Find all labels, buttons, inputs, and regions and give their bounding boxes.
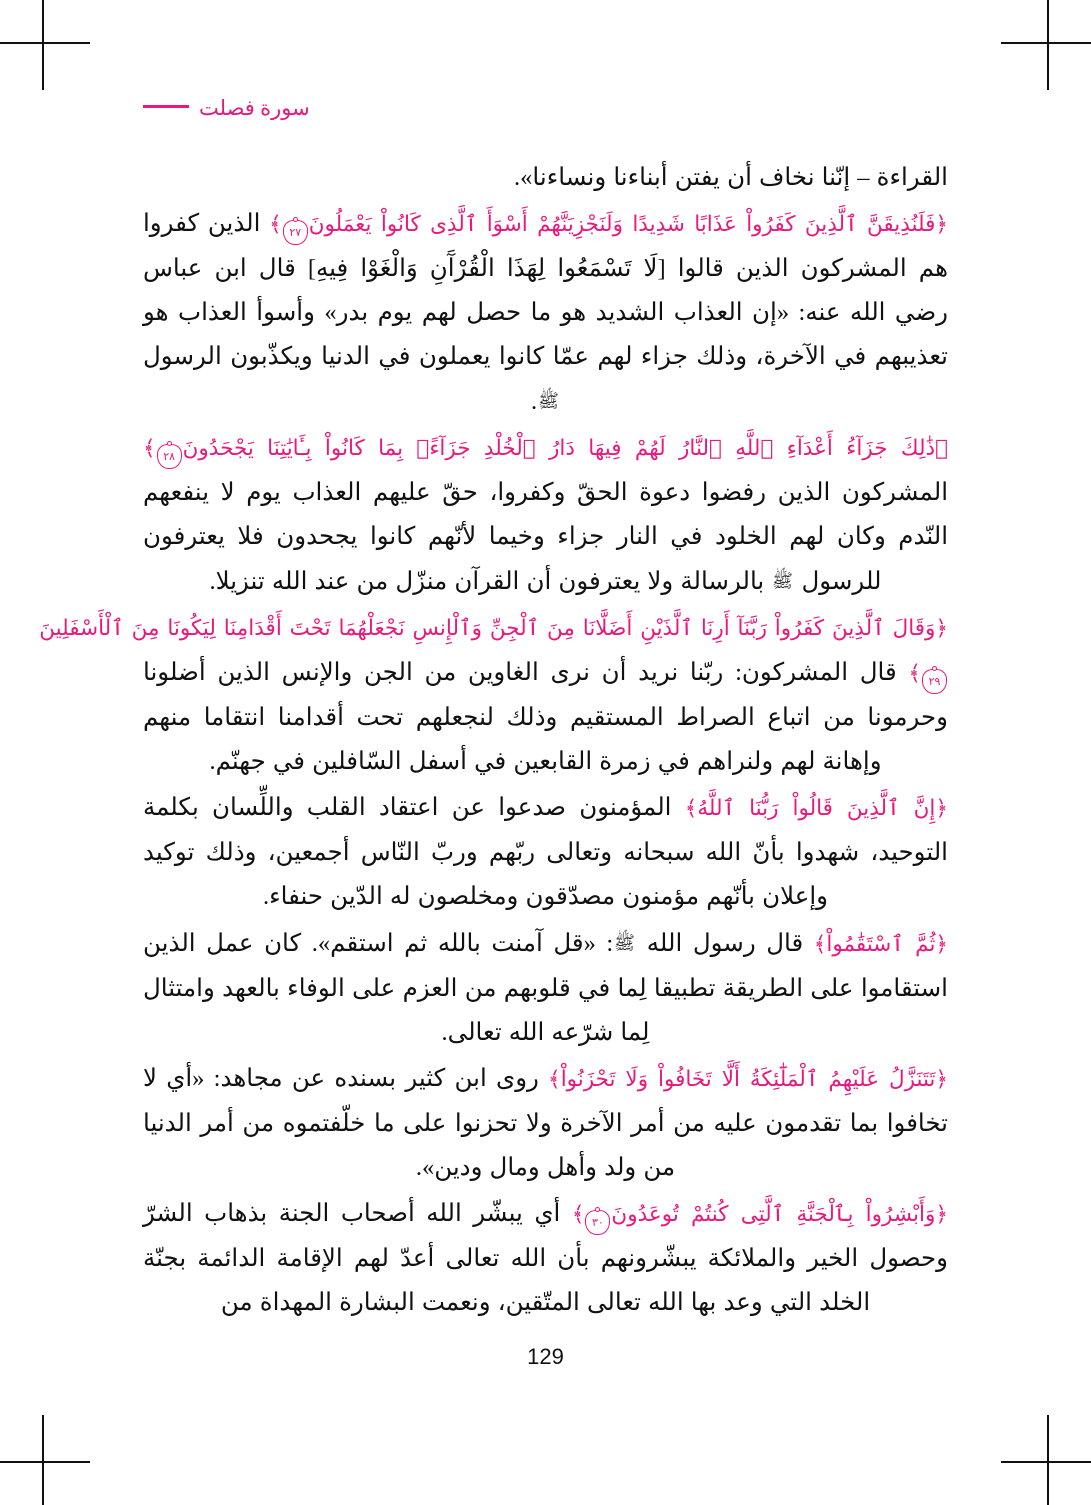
paragraph-ayah-27 bbox=[143, 202, 948, 424]
page-canvas bbox=[39, 96, 949, 1376]
ayah-marker-27 bbox=[283, 220, 308, 245]
paragraph-qiraa bbox=[143, 156, 948, 200]
crop-mark-bottom-right-horizontal bbox=[1001, 1461, 1091, 1463]
body-text-end: . bbox=[530, 388, 538, 415]
body-text: روى ابن كثير بسنده عن مجاهد: «أي لا تخافوا بما تقدمون عليه من أمر الآخرة ولا تحزنوا على ما خلّفتموه من أمر الدنيا من ولد وأهل ومال ودين». bbox=[143, 1065, 948, 1181]
quran-quote-27: ﴿فَلَنُذِيقَنَّ ٱلَّذِينَ كَفَرُواْ عَذَابًا شَدِيدًا وَلَنَجْزِيَنَّهُمْ أَسْوَأَ ٱلَّذِى كَانُواْ يَعْمَلُونَ bbox=[308, 212, 949, 237]
body-text: الذين كفروا هم المشركون الذين قالوا bbox=[143, 210, 948, 282]
ayah-marker-29 bbox=[922, 669, 947, 694]
paragraph-thumma-istaqamu bbox=[143, 921, 948, 1055]
paragraph-ayah-29 bbox=[39, 606, 948, 784]
page-number: 129 bbox=[527, 1344, 564, 1369]
salawat-glyph-icon: ﷺ bbox=[772, 570, 794, 592]
quran-quote-tatanazzal: ﴿تَتَنَزَّلُ عَلَيْهِمُ ٱلْمَلَٰٓئِكَةُ أَلَّا تَخَافُواْ وَلَا تَحْزَنُواْ﴾ bbox=[548, 1067, 949, 1092]
ayah-marker-28 bbox=[157, 444, 182, 469]
body-text: أي يبشّر الله أصحاب الجنة بذهاب الشرّ وحصول الخير والملائكة يبشّرونهم بأن الله تعالى أعدّ لهم الإقامة الدائمة بجنّة الخلد التي وعد بها الله تعالى المتّقين، ونعمت البشارة المهداة من bbox=[143, 1200, 948, 1316]
crop-mark-bottom-left-horizontal bbox=[0, 1461, 90, 1463]
body-text: قال رسول الله bbox=[646, 930, 804, 957]
quran-quote-close-27: ﴾ bbox=[269, 212, 282, 237]
quran-quote-28: ﴿ذَٰلِكَ جَزَآءُ أَعْدَآءِ ٱللَّهِ ٱلنَّارُ لَهُمْ فِيهَا دَارُ ٱلْخُلْدِ جَزَآءًۢ بِمَا كَانُواْ بِـَٔايَٰتِنَا يَجْحَدُونَ bbox=[182, 436, 948, 461]
running-head-title: سورة فصلت bbox=[199, 96, 310, 120]
body-text: قال المشركون: ربّنا نريد أن نرى الغاوين من الجن والإنس الذين أضلونا وحرمونا من اتباع الصراط المستقيم وذلك لنجعلهم تحت أقدامنا انتقاما منهم وإهانة لهم ولنراهم في زمرة القابعين في أسفل السّافلين في جهنّم. bbox=[143, 659, 948, 775]
body-text-cont: : «قل آمنت بالله ثم استقم». كان عمل الذين استقاموا على الطريقة تطبيقا لِما في قلوبهم من العزم على الوفاء بالعهد وامتثال لِما شرّعه الله تعالى. bbox=[143, 930, 948, 1046]
page-content bbox=[39, 156, 949, 1325]
running-head bbox=[143, 96, 948, 136]
ayah-marker-number: ٢٧ bbox=[289, 226, 302, 239]
paragraph-ayah-28 bbox=[143, 426, 948, 604]
body-text-cont: بالرسالة ولا يعترفون أن القرآن منزّل من عند الله تنزيلا. bbox=[209, 568, 772, 595]
crop-mark-bottom-left-vertical bbox=[42, 1415, 44, 1505]
body-text: المشركون الذين رفضوا دعوة الحقّ وكفروا، حقّ عليهم العذاب يوم لا ينفعهم النّدم وكان لهم الخلود في النار جزاء وخيما لأنّهم كانوا يجحدون فلا يعترفون للرسول bbox=[143, 479, 948, 595]
body-text-cont: قال ابن عباس رضي الله عنه: «إن العذاب الشديد هو ما حصل لهم يوم بدر» وأسوأ العذاب هو تعذيبهم في الآخرة، وذلك جزاء لهم عمّا كانوا يعملون في الدنيا ويكذّبون الرسول bbox=[143, 255, 948, 370]
bracketed-quotation: [لَا تَسْمَعُوا لِهَذَا الْقُرْآَنِ وَالْغَوْا فِيهِ] bbox=[307, 255, 666, 282]
quran-quote-inna-alladhina: ﴿إِنَّ ٱلَّذِينَ قَالُواْ رَبُّنَا ٱللَّهُ﴾ bbox=[684, 796, 949, 821]
quran-quote-close-29: ﴾ bbox=[908, 661, 921, 686]
salawat-glyph-icon: ﷺ bbox=[538, 390, 559, 412]
quran-quote-29: ﴿وَقَالَ ٱلَّذِينَ كَفَرُواْ رَبَّنَآ أَرِنَا ٱلَّذَيْنِ أَضَلَّانَا مِنَ ٱلْجِنِّ وَٱلْإِنسِ نَجْعَلْهُمَا تَحْتَ أَقْدَامِنَا لِيَكُونَا مِنَ ٱلْأَسْفَلِينَ bbox=[39, 616, 948, 641]
running-head-rule bbox=[143, 105, 189, 108]
ayah-marker-number: ٢٨ bbox=[163, 450, 176, 463]
crop-mark-bottom-right-vertical bbox=[1047, 1415, 1049, 1505]
body-text: القراءة – إنّنا نخاف أن يفتن أبناءنا ونساءنا». bbox=[514, 164, 948, 191]
body-text: المؤمنون صدعوا عن اعتقاد القلب واللِّسان بكلمة التوحيد، شهدوا بأنّ الله سبحانه وتعالى ربّهم وربّ النّاس أجمعين، وذلك توكيد وإعلان بأنّهم مؤمنون مصدّقون ومخلصون له الدّين حنفاء. bbox=[143, 794, 948, 910]
paragraph-tatanazzal bbox=[143, 1057, 948, 1190]
paragraph-ayah-30 bbox=[143, 1192, 948, 1325]
quran-quote-30: ﴿وَأَبْشِرُواْ بِٱلْجَنَّةِ ٱلَّتِى كُنتُمْ تُوعَدُونَ bbox=[611, 1202, 948, 1227]
ayah-marker-30 bbox=[585, 1210, 610, 1235]
paragraph-inna-alladhina bbox=[143, 786, 948, 919]
crop-mark-top-right-horizontal bbox=[1001, 42, 1091, 44]
crop-mark-top-left-vertical bbox=[42, 0, 44, 90]
ayah-marker-number: ٢٩ bbox=[928, 675, 941, 688]
crop-mark-top-right-vertical bbox=[1047, 0, 1049, 90]
ayah-marker-number: ٣٠ bbox=[592, 1216, 604, 1229]
crop-mark-top-left-horizontal bbox=[0, 42, 90, 44]
salawat-glyph-icon: ﷺ bbox=[614, 932, 636, 954]
quran-quote-thumma-istaqamu: ﴿ثُمَّ ٱسْتَقَٰمُواْ﴾ bbox=[813, 932, 949, 957]
quran-quote-close-30: ﴾ bbox=[571, 1202, 585, 1227]
quran-quote-close-28: ﴾ bbox=[143, 436, 156, 461]
